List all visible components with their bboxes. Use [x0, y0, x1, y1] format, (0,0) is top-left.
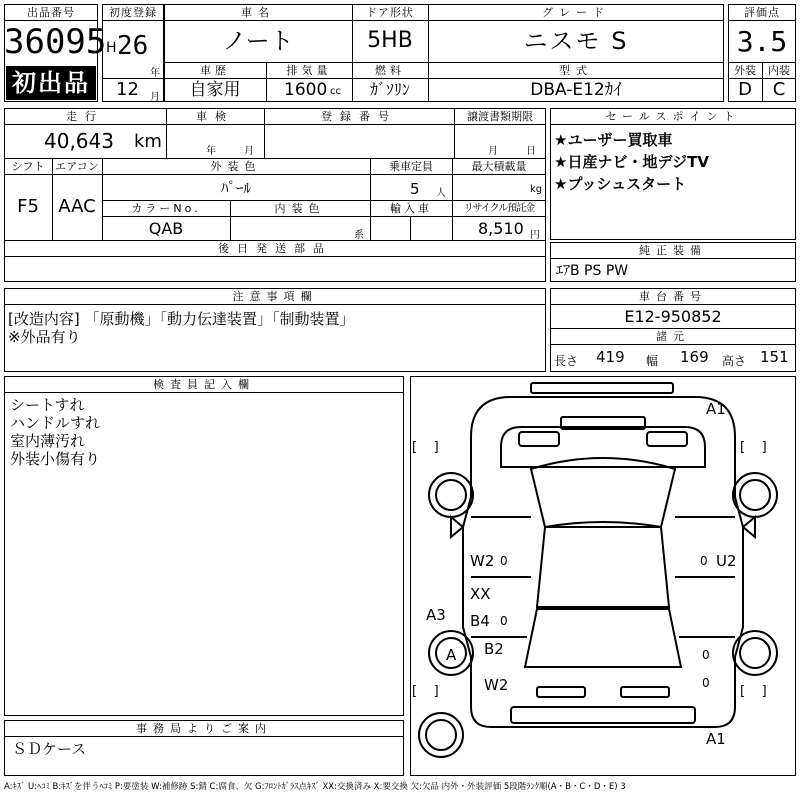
mileage: 40,643	[44, 129, 114, 153]
history-label: 車歴	[200, 64, 230, 77]
height: 151	[760, 348, 789, 366]
month-unit: 月	[150, 92, 160, 103]
capacity-label: 乗車定員	[389, 160, 433, 173]
inspector-line-3: 室内薄汚れ	[10, 432, 86, 450]
mark-a3: A3	[426, 606, 446, 624]
inspector-line-2: ハンドルすれ	[10, 414, 101, 432]
ext-color: ﾊﾟｰﾙ	[220, 179, 251, 197]
era: H	[106, 40, 117, 56]
mark-xx: XX	[470, 585, 491, 603]
int-color-unit: 系	[354, 230, 364, 241]
interior-label: 内装	[768, 64, 790, 77]
ext-color-label: 外装色	[210, 160, 262, 173]
recycle: 8,510	[478, 219, 524, 238]
office-label: 事務局よりご案内	[136, 722, 272, 735]
chassis-label: 車台番号	[639, 290, 707, 303]
transfer-month-unit: 月	[488, 146, 498, 157]
fuel-label: 燃料	[375, 64, 405, 77]
later-parts-label: 後日発送部品	[218, 242, 332, 255]
equipment-value: ｴｱB PS PW	[556, 263, 629, 279]
mileage-label: 走行	[66, 110, 104, 123]
mark-b2: B2	[484, 640, 504, 658]
notice-line-1: [改造内容] 「原動機」「動力伝達装置」「制動装置」	[8, 310, 355, 328]
color-no-label: カラーNo.	[131, 202, 201, 215]
mark-zero-left: 0	[500, 554, 508, 568]
sales-point-1: ★ユーザー買取車	[554, 131, 673, 149]
displacement-label: 排気量	[286, 64, 332, 77]
notice-label: 注意事項欄	[232, 290, 318, 303]
grade: ニスモ S	[523, 27, 629, 55]
height-label: 高さ	[722, 354, 747, 368]
length-label: 長さ	[554, 354, 579, 368]
inspection-label: 車検	[196, 110, 234, 123]
lot-label: 出品番号	[27, 6, 75, 19]
capacity-unit: 人	[436, 188, 446, 199]
grade-label: グレード	[542, 6, 610, 19]
exterior-label: 外装	[734, 64, 756, 77]
reg-year: 26	[117, 31, 149, 61]
mark-w2-rear: W2	[484, 676, 509, 694]
sales-point-2: ★日産ナビ・地デジTV	[554, 153, 709, 171]
first-reg-label: 初度登録	[109, 6, 157, 19]
bracket-top-left: [ ]	[412, 440, 439, 455]
import-label: 輸入車	[390, 202, 432, 215]
bracket-bottom-right: [ ]	[740, 684, 767, 699]
car-name-label: 車名	[241, 6, 275, 19]
displacement: 1600	[284, 80, 328, 100]
width-label: 幅	[646, 354, 659, 368]
mark-zero-right: 0	[700, 554, 708, 568]
mileage-unit: km	[134, 131, 162, 152]
bracket-top-right: [ ]	[740, 440, 767, 455]
history: 自家用	[189, 80, 241, 100]
mark-b4: B4	[470, 612, 490, 630]
reg-no-label: 登録番号	[321, 110, 397, 123]
mark-w2-left: W2	[470, 552, 495, 570]
door-label: ドア形状	[366, 6, 414, 19]
load-unit: kg	[530, 184, 543, 195]
load-label: 最大積載量	[471, 160, 527, 173]
chassis-number: E12-950852	[624, 307, 722, 326]
sales-point-3: ★プッシュスタート	[554, 175, 687, 193]
displacement-unit: cc	[330, 86, 341, 97]
mark-u2-right: U2	[716, 552, 737, 570]
model: DBA-E12ｶｲ	[530, 80, 622, 100]
int-color-label: 内装色	[274, 202, 326, 215]
first-listing-label: 初出品	[12, 69, 90, 97]
color-no: QAB	[148, 219, 184, 238]
car-outline	[411, 377, 795, 775]
recycle-label: リサイクル預託金	[463, 203, 535, 214]
score-label: 評価点	[744, 6, 780, 19]
reg-month: 12	[116, 79, 139, 100]
length: 419	[596, 348, 625, 366]
inspector-label: 検査員記入欄	[153, 378, 255, 391]
car-diagram	[410, 376, 796, 776]
mark-zero-b4: 0	[500, 614, 508, 628]
mark-zero-rear-r: 0	[702, 676, 710, 690]
inspection-year-unit: 年	[206, 146, 216, 157]
shift-label: シフト	[11, 160, 45, 173]
transfer-day-unit: 日	[526, 146, 536, 157]
mark-a-wheel: A	[446, 646, 457, 664]
ac-label: エアコン	[55, 160, 99, 173]
mark-zero-rear-l: 0	[702, 648, 710, 662]
fuel: ｶﾞｿﾘﾝ	[369, 80, 410, 99]
interior-score: C	[772, 79, 786, 100]
recycle-unit: 円	[530, 230, 540, 241]
shift: F5	[17, 196, 39, 217]
mark-a1-top: A1	[706, 400, 726, 418]
notice-line-2: ※外品有り	[8, 328, 81, 346]
lot-number: 36095	[4, 22, 107, 62]
door-type: 5HB	[367, 28, 413, 53]
sales-point-label: セールスポイント	[605, 110, 741, 123]
width: 169	[680, 348, 709, 366]
year-unit: 年	[150, 68, 160, 79]
inspector-line-4: 外装小傷有り	[10, 450, 101, 468]
equipment-label: 純正装備	[639, 244, 707, 257]
exterior-score: D	[738, 79, 752, 100]
capacity: 5	[410, 180, 420, 198]
score: 3.5	[736, 25, 788, 58]
spec-label: 諸元	[656, 330, 690, 343]
transfer-label: 譲渡書類期限	[467, 110, 533, 123]
office-text: ＳＤケース	[12, 740, 87, 758]
bracket-bottom-left: [ ]	[412, 684, 439, 699]
inspection-month-unit: 月	[244, 146, 254, 157]
model-label: 型式	[559, 64, 593, 77]
legend: A:ｷｽﾞ U:ﾍｺﾐ B:ｷｽﾞを伴うﾍｺﾐ P:要塗装 W:補修跡 S:錆 C:腐食、欠 G:ﾌﾛﾝﾄｶﾞﾗｽ点ｷｽﾞ XX:交換済み X:要交換 欠:欠品 内外・外装評価 5段階ﾗﾝｸ順(A・B・C・D・E) 3	[4, 782, 626, 792]
ac: AAC	[58, 196, 96, 217]
car-name: ノート	[222, 27, 294, 55]
inspector-line-1: シートすれ	[10, 396, 85, 414]
mark-a1-bottom: A1	[706, 730, 726, 748]
